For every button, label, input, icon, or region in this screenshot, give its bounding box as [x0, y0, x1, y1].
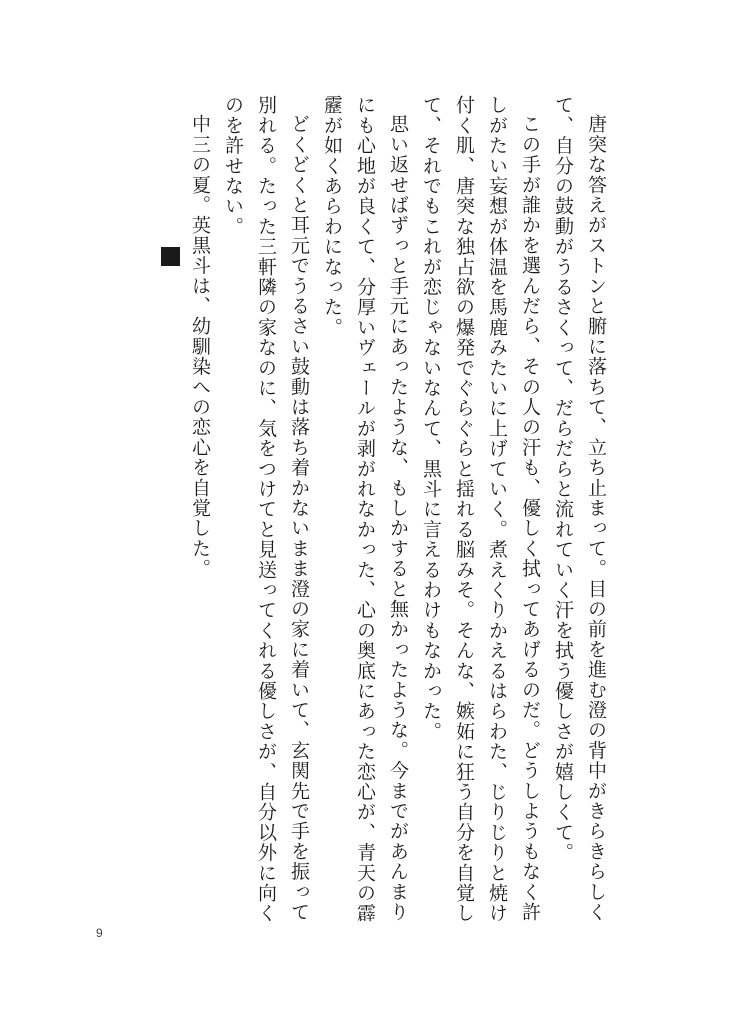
paragraph-2: この手が誰かを選んだら、その人の汗も、優しく拭ってあげるのだ。どうしようもなく許しがたい妄想が体温を馬鹿みたいに上げていく。煮えくりかえるはらわた、じりじりと焼け付く肌、唐突な独占欲の爆発でぐらぐらと揺れる脳みそ。そんな、嫉妬に狂う自分を自覚して、それでもこれが恋じゃないなんて、黒斗に言えるわけもなかった。 [420, 95, 541, 924]
page-number: 9 [96, 926, 103, 940]
paragraph-1: 唐突な答えがストンと腑に落ちて、立ち止まって。目の前を進む澄の背中がきらきらしくて、自分の鼓動がうるさくって、だらだらと流れていく汗を拭う優しさが嬉しくて。 [552, 95, 607, 923]
vertical-text-body [92, 95, 612, 925]
section-break-square-icon [161, 247, 180, 266]
paragraph-3: 思い返せばずっと手元にあったような、もしかすると無かったような。今までがあんまりにも心地が良くて、分厚いヴェールが剥がれなかった、心の奥底にあった恋心が、青天の霹靂が如くあらわになった。 [321, 95, 409, 924]
paragraph-4: どくどくと耳元でうるさい鼓動は落ち着かないまま澄の家に着いて、玄関先で手を振って別れる。たった三軒隣の家なのに、気をつけてと見送ってくれる優しさが、自分以外に向くのを許せない。 [222, 95, 310, 924]
paragraph-5: 中三の夏。英黒斗は、幼馴染への恋心を自覚した。 [189, 114, 211, 579]
